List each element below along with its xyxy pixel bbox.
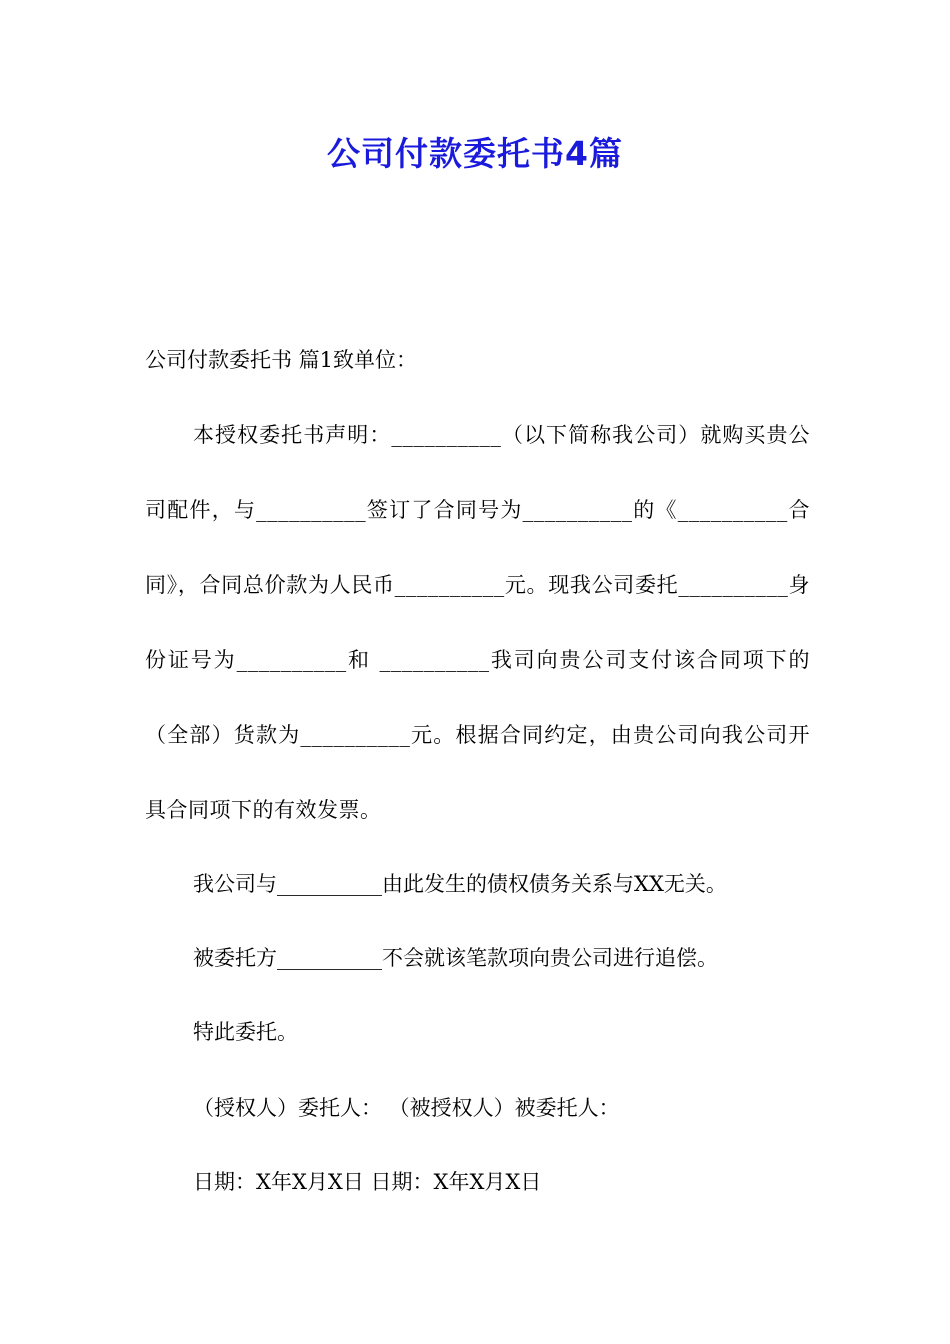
paragraph-debt-relation: 我公司与__________由此发生的债权债务关系与XX无关。	[193, 872, 727, 896]
signature-parties: （授权人）委托人： （被授权人）被委托人：	[193, 1096, 620, 1120]
section-heading: 公司付款委托书 篇1致单位：	[145, 348, 418, 372]
paragraph-declaration: 本授权委托书声明：__________（以下简称我公司）就购买贵公司配件，与__________签订了合同号为__________的《__________合同》，合同总价款为人民币__________元。现我公司委托__________身份证号为__________和 __________我司向贵公司支付该合同项下的（全部）货款为__________元。根据合同约定，由贵公司向我公司开具合同项下的有效发票。	[145, 423, 810, 822]
signature-dates: 日期：X年X月X日 日期：X年X月X日	[193, 1170, 542, 1194]
document-title: 公司付款委托书4篇	[327, 134, 623, 173]
paragraph-hereby: 特此委托。	[193, 1020, 298, 1044]
main-paragraph-block	[145, 398, 810, 848]
paragraph-no-recourse: 被委托方__________不会就该笔款项向贵公司进行追偿。	[193, 946, 718, 970]
